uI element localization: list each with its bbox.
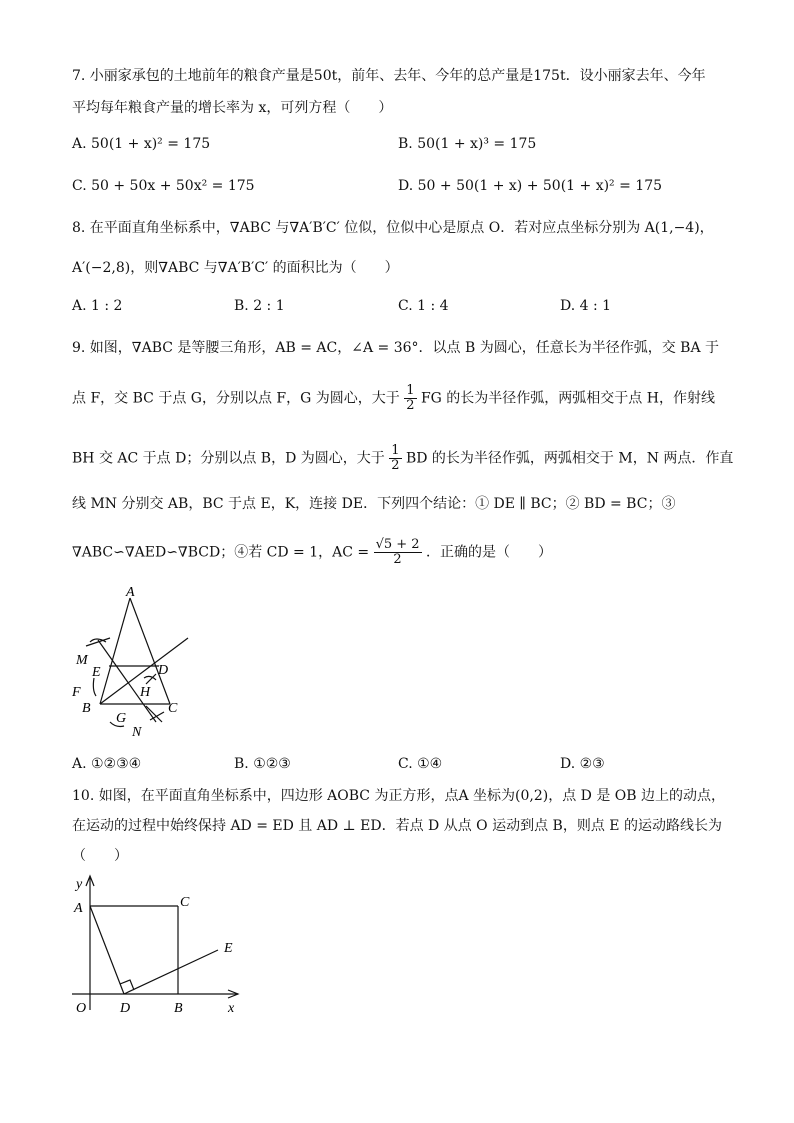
q9-stem-line4: 线 MN 分别交 AB，BC 于点 E，K，连接 DE．下列四个结论：① DE ∥ BC；② BD = BC；③ [72, 496, 676, 512]
q8-option-a[interactable]: A. 1 : 2 [72, 298, 123, 314]
q7-option-d[interactable]: D. 50 + 50(1 + x) + 50(1 + x)² = 175 [398, 178, 663, 194]
q9-half-num-2: 1 [391, 443, 400, 458]
q9-label-B: B [82, 701, 91, 716]
q9-half-den-2: 2 [391, 458, 400, 473]
q9-label-C: C [168, 701, 178, 716]
q9-half-fraction-2 [389, 444, 401, 473]
q10-label-E: E [224, 941, 233, 956]
q9-line2-part1: 点 F，交 BC 于点 G，分别以点 F，G 为圆心，大于 [72, 390, 400, 407]
q10-label-y: y [76, 877, 83, 892]
q10-label-A: A [74, 901, 83, 916]
q9-label-N: N [132, 725, 142, 740]
q7-option-c[interactable]: C. 50 + 50x + 50x² = 175 [72, 178, 255, 194]
q8-option-d[interactable]: D. 4 : 1 [560, 298, 612, 314]
q9-triangle-figure [66, 582, 206, 742]
q10-stem-line2: 在运动的过程中始终保持 AD = ED 且 AD ⊥ ED．若点 D 从点 O 运动到点 B，则点 E 的运动路线长为 [72, 818, 722, 834]
q9-option-c[interactable]: C. ①④ [398, 756, 443, 772]
q7-option-b[interactable]: B. 50(1 + x)³ = 175 [398, 136, 537, 152]
q9-line3-part1: BH 交 AC 于点 D；分别以点 B，D 为圆心，大于 [72, 450, 385, 467]
q9-option-d[interactable]: D. ②③ [560, 756, 605, 772]
q9-line5-part1: ∇ABC∽∇AED∽∇BCD；④若 CD = 1，AC = [72, 544, 370, 561]
q8-option-b[interactable]: B. 2 : 1 [234, 298, 285, 314]
q10-stem-line3: （ ） [72, 848, 128, 864]
q9-line3-part2: BD 的长为半径作弧，两弧相交于 M，N 两点．作直 [405, 450, 734, 467]
q9-stem-line2 [72, 384, 715, 413]
q9-ac-den: 2 [393, 552, 402, 567]
q10-stem-line1: 10. 如图，在平面直角坐标系中，四边形 AOBC 为正方形，点A 坐标为(0,2)，点 D 是 OB 边上的动点， [72, 788, 726, 804]
q10-label-D: D [120, 1001, 131, 1016]
q10-coordinate-figure [66, 870, 256, 1020]
q10-label-B: B [174, 1001, 183, 1016]
q10-label-x: x [228, 1001, 235, 1016]
q9-label-G: G [116, 711, 127, 726]
q9-half-den: 2 [406, 398, 415, 413]
q9-ac-fraction [374, 538, 422, 567]
q8-option-c[interactable]: C. 1 : 4 [398, 298, 449, 314]
q9-ac-num: √5 + 2 [375, 537, 420, 552]
q9-label-D: D [158, 663, 169, 678]
q9-stem-line5 [72, 538, 552, 567]
q9-half-num: 1 [406, 383, 415, 398]
q9-stem-line3 [72, 444, 733, 473]
q7-stem-line1: 7. 小丽家承包的土地前年的粮食产量是50t，前年、去年、今年的总产量是175t．设小丽家去年、今年 [72, 68, 706, 84]
q9-label-A: A [126, 585, 135, 600]
q8-stem-line2: A′(−2,8)，则∇ABC 与∇A′B′C′ 的面积比为（ ） [72, 260, 399, 276]
q9-label-E: E [92, 665, 101, 680]
q7-option-a[interactable]: A. 50(1 + x)² = 175 [72, 136, 211, 152]
q9-label-M: M [76, 653, 88, 668]
q7-stem-line2: 平均每年粮食产量的增长率为 x，可列方程（ ） [72, 100, 393, 116]
q9-option-a[interactable]: A. ①②③④ [72, 756, 142, 772]
q9-option-b[interactable]: B. ①②③ [234, 756, 291, 772]
q10-label-O: O [76, 1001, 87, 1016]
q9-label-H: H [140, 685, 151, 700]
q9-stem-line1: 9. 如图，∇ABC 是等腰三角形，AB = AC，∠A = 36°．以点 B 为圆心，任意长为半径作弧，交 BA 于 [72, 340, 720, 356]
q10-label-C: C [180, 895, 190, 910]
q9-line2-part2: FG 的长为半径作弧，两弧相交于点 H，作射线 [420, 390, 715, 407]
q9-half-fraction [404, 384, 416, 413]
q9-label-F: F [72, 685, 81, 700]
q8-stem-line1: 8. 在平面直角坐标系中，∇ABC 与∇A′B′C′ 位似，位似中心是原点 O．若对应点坐标分别为 A(1,−4)， [72, 220, 714, 236]
q9-line5-part2: ．正确的是（ ） [426, 544, 553, 561]
